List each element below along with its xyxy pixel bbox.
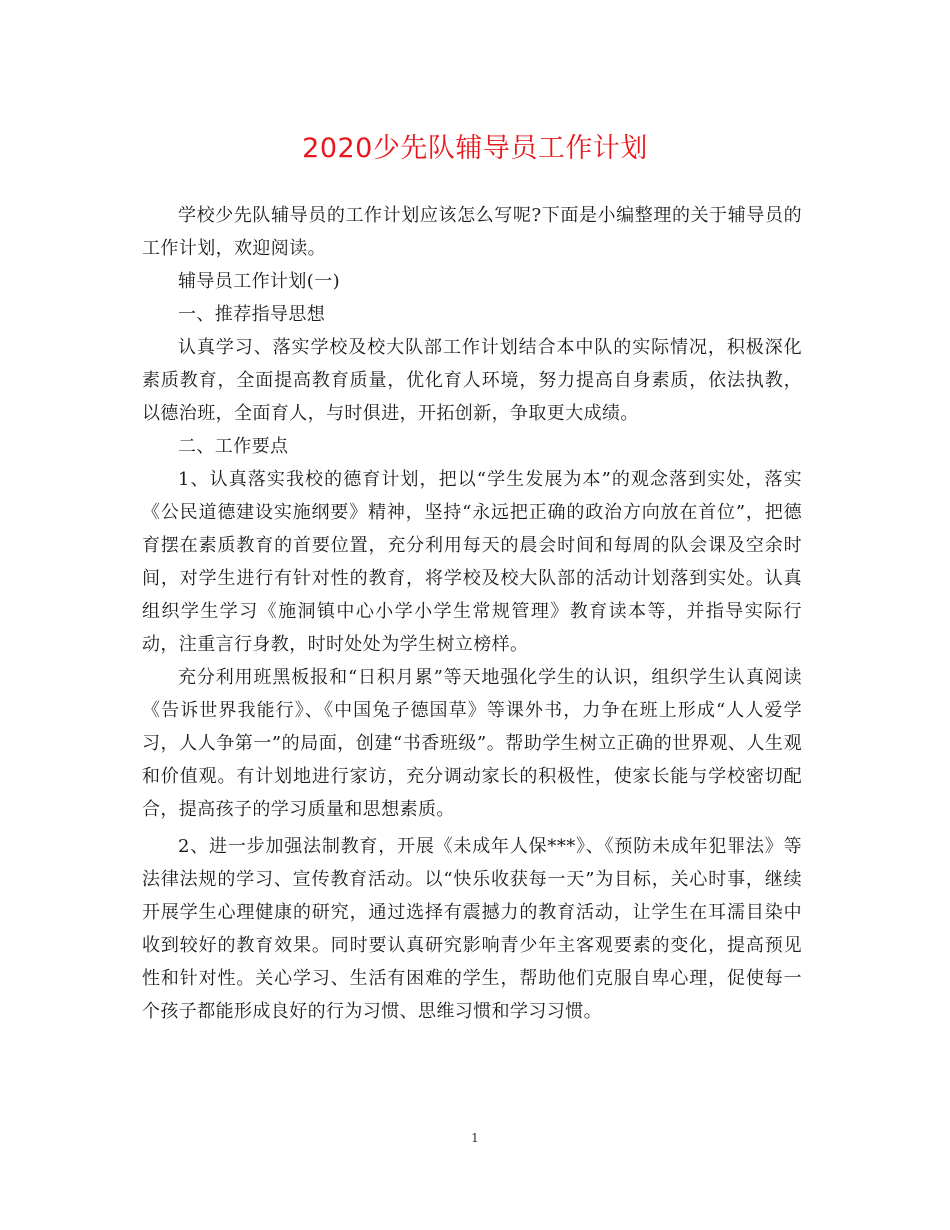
page-number: 1 xyxy=(471,1131,479,1145)
work-point-1-continued-paragraph: 充分利用班黑板报和“日积月累”等天地强化学生的认识，组织学生认真阅读《告诉世界我能行》、《中国兔子德国草》等课外书，力争在班上形成“人人爱学习，人人争第一”的局面，创建“书香班级”。帮助学生树立正确的世界观、人生观和价值观。有计划地进行家访，充分调动家长的积极性，使家长能与学校密切配合，提高孩子的学习质量和思想素质。 xyxy=(142,667,802,820)
document-body xyxy=(142,199,802,1028)
section-heading-plan-one: 辅导员工作计划(一) xyxy=(178,271,341,292)
work-point-2-paragraph: 2、进一步加强法制教育，开展《未成年人保***》、《预防未成年犯罪法》等法律法规的学习、宣传教育活动。以“快乐收获每一天”为目标，关心时事，继续开展学生心理健康的研究，通过选择有震撼力的教育活动，让学生在耳濡目染中收到较好的教育效果。同时要认真研究影响青少年主客观要素的变化，提高预见性和针对性。关心学习、生活有困难的学生，帮助他们克服自卑心理，促使每一个孩子都能形成良好的行为习惯、思维习惯和学习习惯。 xyxy=(142,836,802,1022)
section-heading-guiding-ideology: 一、推荐指导思想 xyxy=(178,304,326,325)
work-point-1-paragraph: 1、认真落实我校的德育计划，把以“学生发展为本”的观念落到实处，落实《公民道德建设实施纲要》精神，坚持“永远把正确的政治方向放在首位”，把德育摆在素质教育的首要位置，充分利用每天的晨会时间和每周的队会课及空余时间，对学生进行有针对性的教育，将学校及校大队部的活动计划落到实处。认真组织学生学习《施洞镇中心小学小学生常规管理》教育读本等，并指导实际行动，注重言行身教，时时处处为学生树立榜样。 xyxy=(142,469,802,655)
section-heading-work-points: 二、工作要点 xyxy=(178,436,289,457)
intro-paragraph: 学校少先队辅导员的工作计划应该怎么写呢?下面是小编整理的关于辅导员的工作计划，欢迎阅读。 xyxy=(142,205,802,259)
guiding-ideology-paragraph: 认真学习、落实学校及校大队部工作计划结合本中队的实际情况，积极深化素质教育，全面提高教育质量，优化育人环境，努力提高自身素质，依法执教，以德治班，全面育人，与时俱进，开拓创新，争取更大成绩。 xyxy=(142,337,802,424)
document-title: 2020少先队辅导员工作计划 xyxy=(302,133,648,164)
